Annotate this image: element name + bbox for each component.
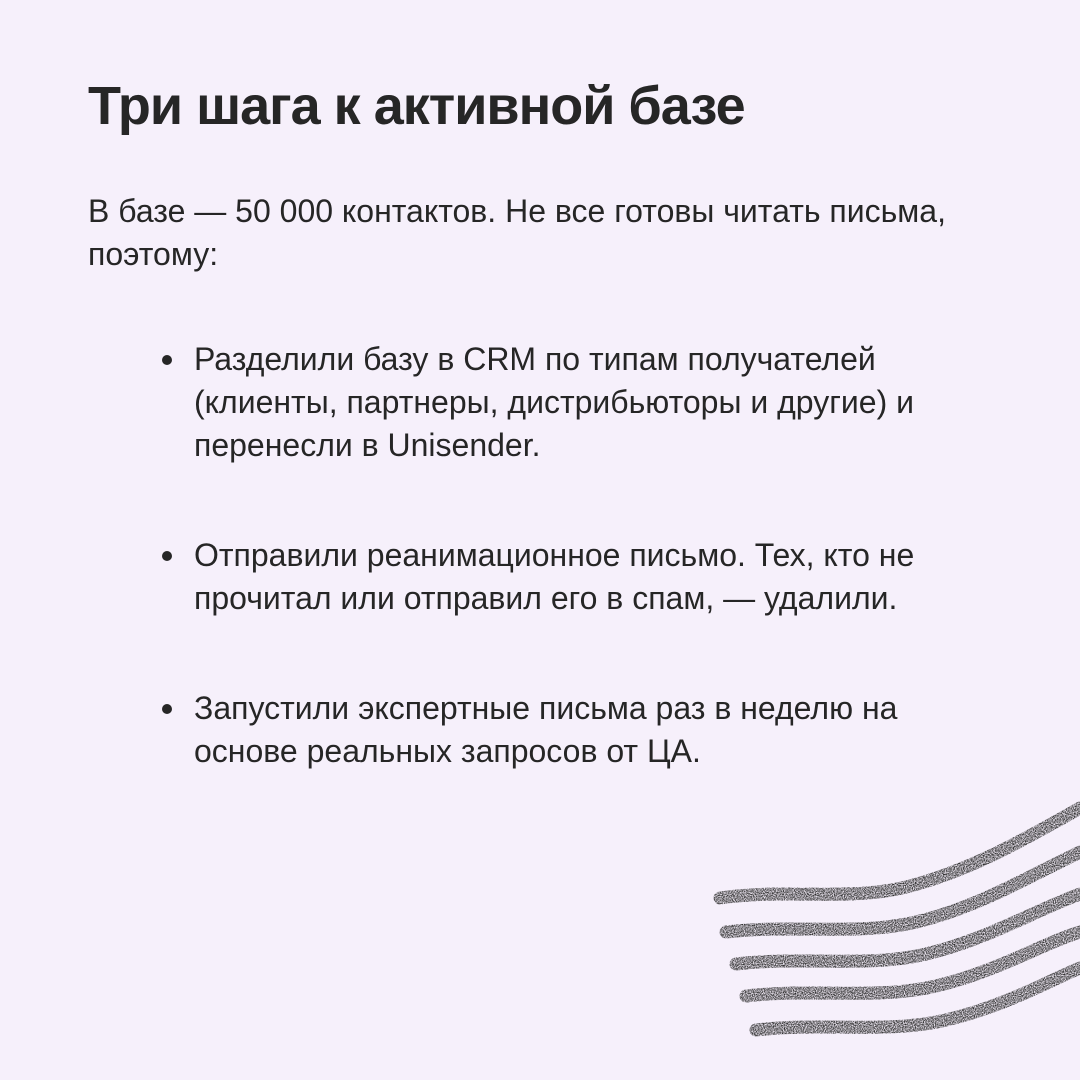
list-item	[160, 687, 1010, 773]
bullet-dot-icon	[162, 551, 172, 561]
list-item-text: Разделили базу в CRM по типам получателей (клиенты, партнеры, дистрибьюторы и другие) и перенесли в Unisender.	[194, 341, 914, 463]
steps-list	[160, 338, 1010, 773]
bullet-dot-icon	[162, 704, 172, 714]
page-title: Три шага к активной базе	[88, 76, 745, 136]
intro-text: В базе — 50 000 контактов. Не все готовы читать письма, поэтому:	[88, 193, 946, 272]
wavy-lines-icon	[700, 790, 1080, 1080]
list-item-text: Отправили реанимационное письмо. Тех, кто не прочитал или отправил его в спам, — удалили.	[194, 537, 915, 616]
list-item	[160, 534, 1010, 620]
list-item-text: Запустили экспертные письма раз в неделю на основе реальных запросов от ЦА.	[194, 690, 898, 769]
bullet-dot-icon	[162, 355, 172, 365]
list-item	[160, 338, 1010, 467]
